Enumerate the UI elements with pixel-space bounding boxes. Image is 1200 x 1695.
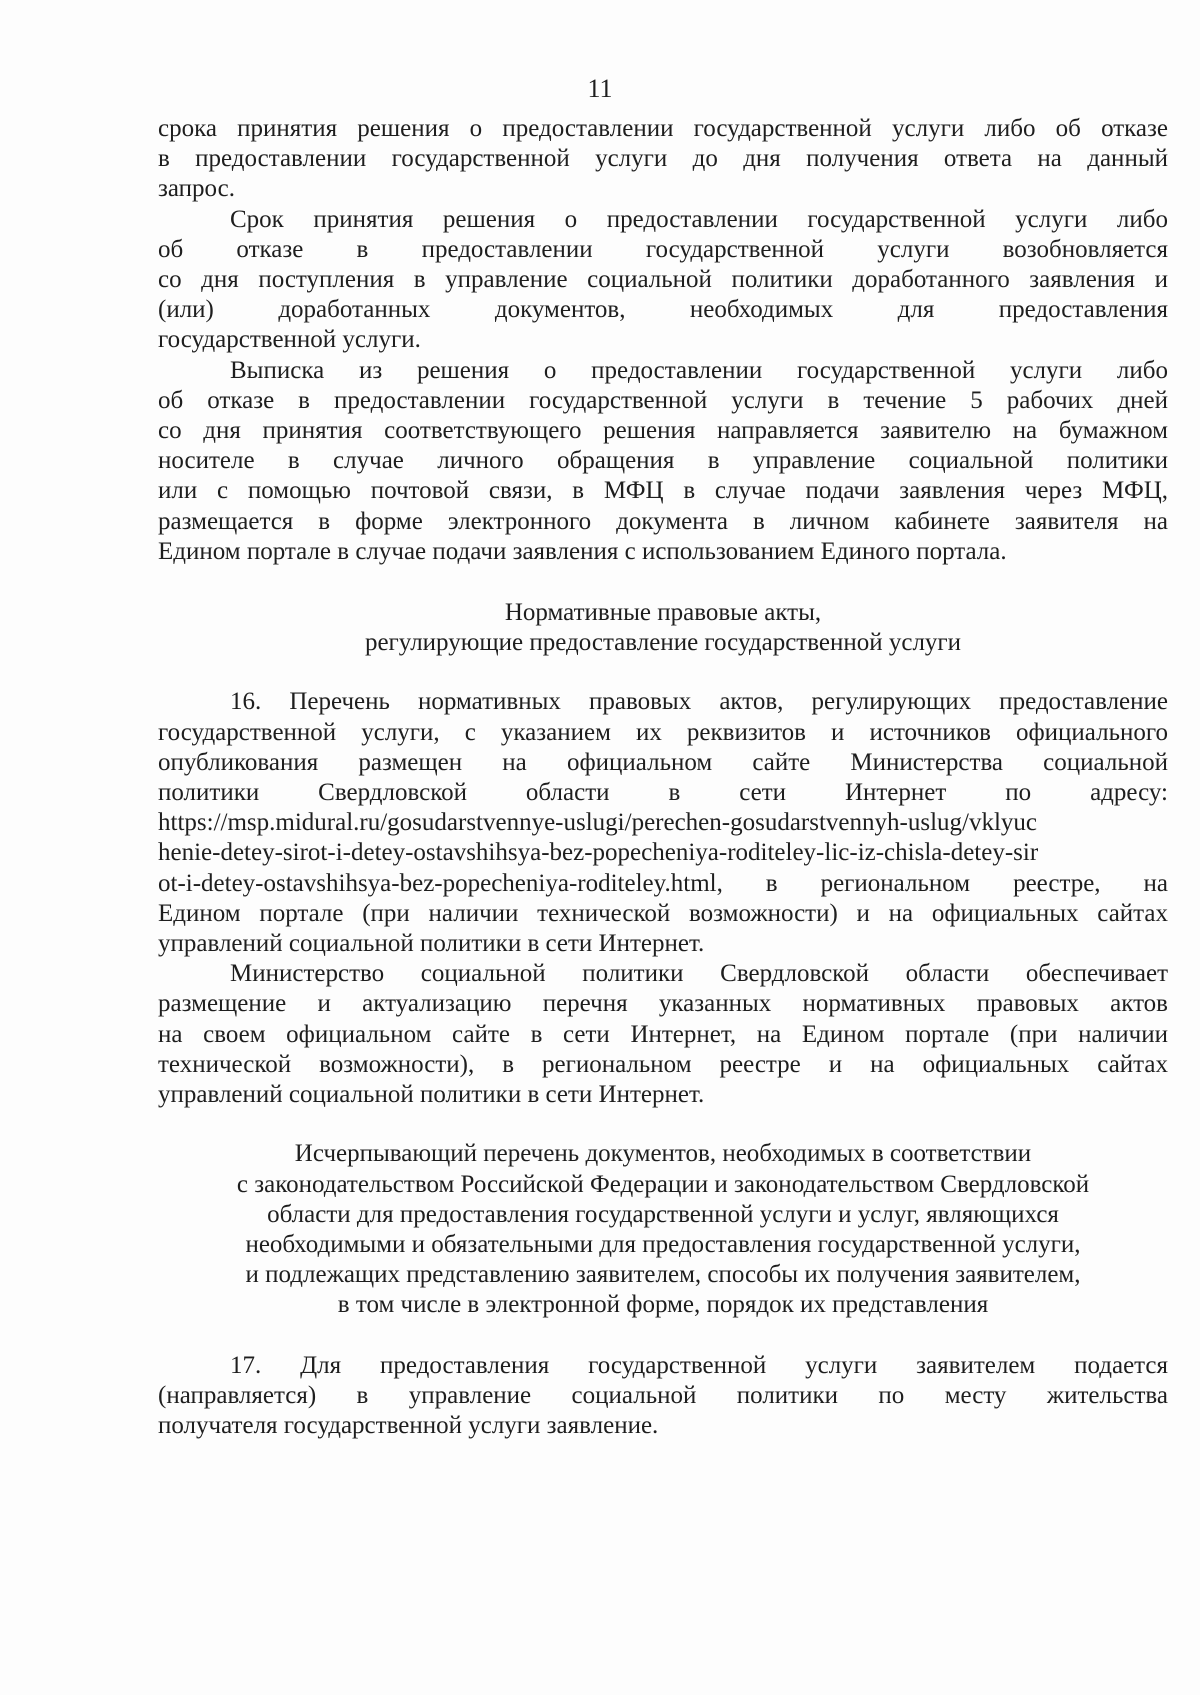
- text-line: со дня поступления в управление социальной политики доработанного заявления и: [158, 266, 1168, 294]
- text-line: Срок принятия решения о предоставлении государственной услуги либо: [230, 205, 1168, 233]
- text-line: регулирующие предоставление государственной услуги: [364, 629, 962, 657]
- text-line: размещение и актуализацию перечня указанных нормативных правовых актов: [158, 990, 1168, 1018]
- paragraph-ministry: [158, 959, 1168, 1110]
- text-line: области для предоставления государственной услуги и услуг, являющихся: [267, 1200, 1059, 1228]
- text-line: Выписка из решения о предоставлении государственной услуги либо: [230, 356, 1168, 384]
- text-line: запрос.: [158, 175, 235, 203]
- text-line: или с помощью почтовой связи, в МФЦ в случае подачи заявления через МФЦ,: [158, 477, 1168, 505]
- text-line: Министерство социальной политики Свердловской области обеспечивает: [230, 960, 1168, 988]
- section-heading-legal-acts: [158, 598, 1168, 658]
- text-line: https://msp.midural.ru/gosudarstvennye-uslugi/perechen-gosudarstvennyh-uslug/vklyuc: [158, 809, 1038, 837]
- text-line: 17. Для предоставления государственной услуги заявителем подается: [230, 1351, 1168, 1379]
- text-line: срока принятия решения о предоставлении государственной услуги либо об отказе: [158, 115, 1168, 142]
- text-line: с законодательством Российской Федерации и законодательством Свердловской: [236, 1170, 1090, 1198]
- text-line: (направляется) в управление социальной политики по месту жительства: [158, 1381, 1168, 1409]
- text-line: об отказе в предоставлении государственной услуги в течение 5 рабочих дней: [158, 386, 1168, 414]
- text-line: получателя государственной услуги заявление.: [158, 1411, 659, 1439]
- text-line: (или) доработанных документов, необходимых для предоставления: [158, 296, 1168, 324]
- text-line: об отказе в предоставлении государственной услуги возобновляется: [158, 235, 1168, 263]
- text-line: политики Свердловской области в сети Интернет по адресу:: [158, 779, 1168, 807]
- paragraph-extract: [158, 356, 1168, 567]
- text-line: носителе в случае личного обращения в управление социальной политики: [158, 447, 1168, 475]
- text-line: государственной услуги, с указанием их реквизитов и источников официального: [158, 718, 1168, 746]
- document-body: [158, 114, 1168, 1441]
- text-line: Едином портале в случае подачи заявления с использованием Единого портала.: [158, 537, 1007, 565]
- text-line: 16. Перечень нормативных правовых актов, регулирующих предоставление: [230, 688, 1168, 716]
- text-line: необходимыми и обязательными для предоставления государственной услуги,: [245, 1230, 1081, 1258]
- section-heading-documents-list: [158, 1139, 1168, 1320]
- text-line: государственной услуги.: [158, 326, 421, 354]
- text-line: Исчерпывающий перечень документов, необходимых в соответствии: [294, 1140, 1032, 1168]
- text-line: Нормативные правовые акты,: [504, 599, 822, 627]
- text-line: технической возможности), в региональном реестре и на официальных сайтах: [158, 1050, 1168, 1078]
- text-line: управлений социальной политики в сети Интернет.: [158, 930, 705, 958]
- text-line: в том числе в электронной форме, порядок их представления: [337, 1291, 989, 1319]
- text-line: на своем официальном сайте в сети Интернет, на Едином портале (при наличии: [158, 1020, 1168, 1048]
- text-line: ot-i-detey-ostavshihsya-bez-popecheniya-roditeley.html, в региональном реестре, на: [158, 869, 1168, 897]
- text-line: Едином портале (при наличии технической возможности) и на официальных сайтах: [158, 899, 1168, 927]
- text-line: управлений социальной политики в сети Интернет.: [158, 1081, 705, 1109]
- paragraph-point-16: [158, 687, 1168, 959]
- text-line: henie-detey-sirot-i-detey-ostavshihsya-bez-popecheniya-roditeley-lic-iz-chisla-detey-sir: [158, 839, 1039, 867]
- paragraph-continuation: [158, 114, 1168, 205]
- text-line: и подлежащих представлению заявителем, способы их получения заявителем,: [245, 1261, 1081, 1289]
- page-number: 11: [587, 74, 613, 103]
- text-line: в предоставлении государственной услуги до дня получения ответа на данный: [158, 145, 1168, 173]
- text-line: размещается в форме электронного документа в личном кабинете заявителя на: [158, 507, 1168, 535]
- paragraph-resume-term: [158, 205, 1168, 356]
- text-line: со дня принятия соответствующего решения направляется заявителю на бумажном: [158, 417, 1168, 445]
- text-line: опубликования размещен на официальном сайте Министерства социальной: [158, 748, 1168, 776]
- paragraph-point-17: [158, 1351, 1168, 1442]
